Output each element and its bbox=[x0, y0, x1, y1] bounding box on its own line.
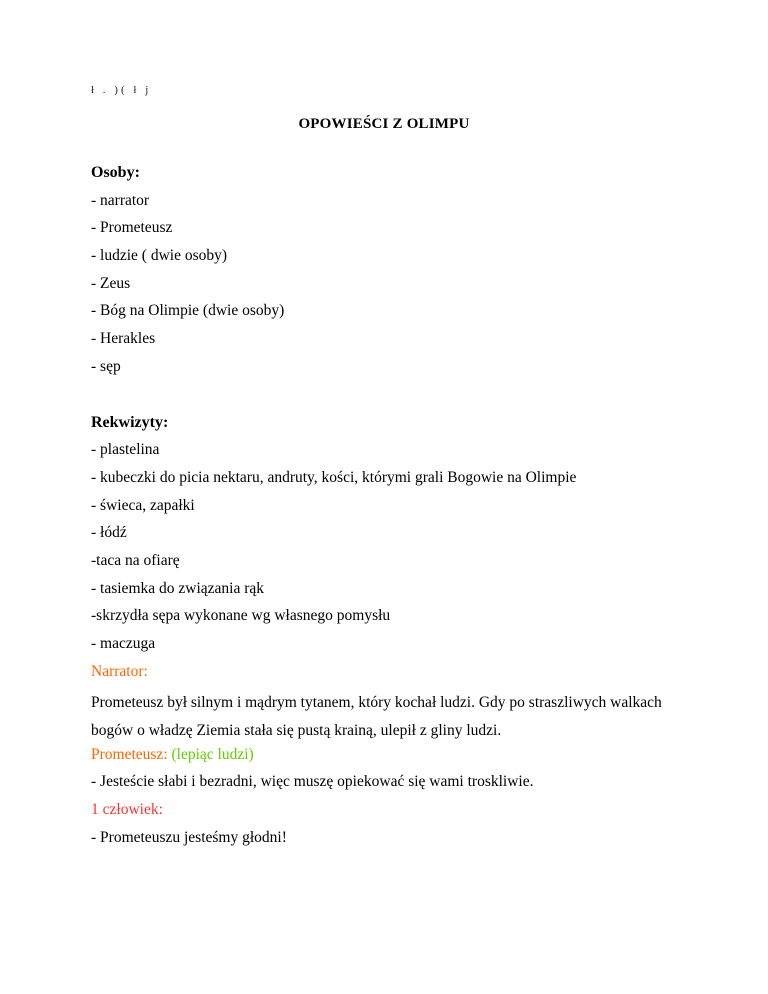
props-item: -skrzydła sępa wykonane wg własnego pomysłu bbox=[91, 607, 391, 625]
cast-item: - Herakles bbox=[91, 330, 156, 348]
props-item: - łódź bbox=[91, 524, 127, 542]
prometeusz-label: Prometeusz: bbox=[91, 745, 168, 763]
header-mark: ł . )( ł j bbox=[91, 84, 152, 96]
cast-item: - Bóg na Olimpie (dwie osoby) bbox=[91, 302, 285, 320]
props-item: - tasiemka do związania rąk bbox=[91, 579, 264, 597]
props-item: -taca na ofiarę bbox=[91, 551, 180, 569]
czlowiek-label: 1 człowiek: bbox=[91, 801, 163, 819]
cast-item: - sęp bbox=[91, 357, 121, 375]
document-body bbox=[91, 163, 711, 856]
cast-heading: Osoby: bbox=[91, 164, 140, 181]
props-item: - plastelina bbox=[91, 441, 160, 459]
prometeusz-text: - Jesteście słabi i bezradni, więc muszę opiekować się wami troskliwie. bbox=[91, 773, 534, 791]
cast-item: - narrator bbox=[91, 191, 150, 209]
document-title: OPOWIEŚCI Z OLIMPU bbox=[298, 116, 470, 132]
props-item: - kubeczki do picia nektaru, andruty, kości, którymi grali Bogowie na Olimpie bbox=[91, 468, 577, 486]
cast-item: - Zeus bbox=[91, 274, 131, 292]
section-gap bbox=[91, 385, 711, 413]
cast-item: - ludzie ( dwie osoby) bbox=[91, 247, 228, 265]
prometeusz-line bbox=[91, 745, 711, 773]
props-heading: Rekwizyty: bbox=[91, 413, 169, 431]
narrator-text: Prometeusz był silnym i mądrym tytanem, który kochał ludzi. Gdy po straszliwych walkach bogów o władzę Ziemia stała się pustą krainą, ulepił z gliny ludzi. bbox=[91, 694, 662, 740]
czlowiek-text: - Prometeuszu jesteśmy głodni! bbox=[91, 828, 287, 846]
cast-item: - Prometeusz bbox=[91, 219, 173, 237]
narrator-label: Narrator: bbox=[91, 662, 148, 680]
props-item: - maczuga bbox=[91, 635, 156, 652]
props-item: - świeca, zapałki bbox=[91, 496, 195, 514]
stage-direction: (lepiąc ludzi) bbox=[171, 745, 254, 763]
